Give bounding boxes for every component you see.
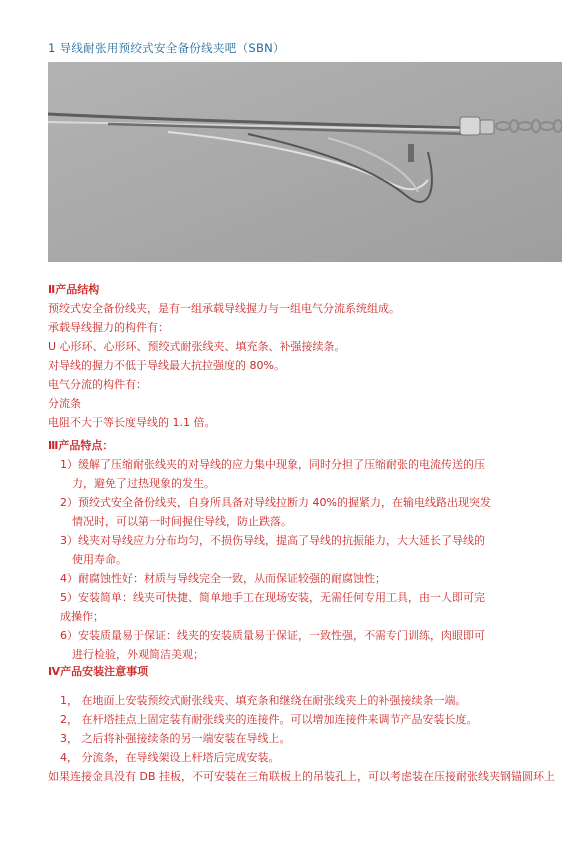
structure-line: 预绞式安全备份线夹，是有一组承载导线握力与一组电气分流系统组成。	[48, 302, 400, 315]
feature-text: 1）缓解了压缩耐张线夹的对导线的应力集中现象，同时分担了压缩耐张的电流传送的压	[60, 458, 485, 471]
install-item: 4， 分流条，在导线架设上杆塔后完成安装。	[60, 751, 280, 764]
feature-item	[48, 569, 558, 588]
feature-item	[48, 455, 558, 493]
install-note: 如果连接金具没有 DB 挂板，不可安装在三角联板上的吊装孔上，可以考虑装在压接耐张线夹钢锚圆环上	[48, 770, 556, 783]
features-heading: Ⅲ产品特点：	[48, 439, 114, 452]
structure-section	[48, 280, 558, 432]
feature-text: 6）安装质量易于保证：线夹的安装质量易于保证，一致性强，不需专门训练，肉眼即可	[60, 629, 485, 642]
structure-line: U 心形环、心形环、预绞式耐张线夹、填充条、补强接续条。	[48, 340, 346, 353]
structure-line: 承载导线握力的构件有：	[48, 321, 169, 334]
feature-text-cont: 力，避免了过热现象的发生。	[72, 477, 215, 490]
feature-text-cont: 情况时，可以第一时间握住导线，防止跌落。	[72, 515, 292, 528]
structure-heading: Ⅱ产品结构	[48, 283, 100, 296]
document-title: 1 导线耐张用预绞式安全备份线夹吧（SBN）	[48, 41, 285, 55]
structure-line: 电气分流的构件有：	[48, 378, 147, 391]
feature-item	[48, 493, 558, 531]
structure-line: 电阻不大于等长度导线的 1.1 倍。	[48, 416, 216, 429]
install-section	[48, 662, 558, 786]
product-photo	[48, 62, 562, 262]
features-section	[48, 436, 558, 664]
feature-text: 4）耐腐蚀性好：材质与导线完全一致，从而保证较强的耐腐蚀性；	[60, 572, 386, 585]
structure-line: 对导线的握力不低于导线最大抗拉强度的 80%。	[48, 359, 285, 372]
structure-line: 分流条	[48, 397, 81, 410]
install-item: 2， 在杆塔挂点上固定装有耐张线夹的连接件。可以增加连接件来调节产品安装长度。	[60, 713, 478, 726]
install-item: 3， 之后将补强接续条的另一端安装在导线上。	[60, 732, 291, 745]
feature-item	[48, 588, 558, 626]
install-item: 1， 在地面上安装预绞式耐张线夹、填充条和继绕在耐张线夹上的补强接续条一端。	[60, 694, 467, 707]
feature-text-cont: 使用寿命。	[72, 553, 127, 566]
feature-item	[48, 626, 558, 664]
feature-item	[48, 531, 558, 569]
feature-text-cont: 成操作；	[60, 610, 104, 623]
feature-text: 2）预绞式安全备份线夹，自身所具备对导线拉断力 40%的握紧力，在输电线路出现突发	[60, 496, 491, 509]
feature-text: 3）线夹对导线应力分布均匀，不损伤导线，提高了导线的抗振能力，大大延长了导线的	[60, 534, 485, 547]
feature-text-cont: 进行检验，外观简洁美观；	[72, 648, 204, 661]
install-heading: Ⅳ产品安装注意事项	[48, 665, 149, 678]
feature-text: 5）安装简单：线夹可快捷、简单地手工在现场安装，无需任何专用工具，由一人即可完	[60, 591, 485, 604]
